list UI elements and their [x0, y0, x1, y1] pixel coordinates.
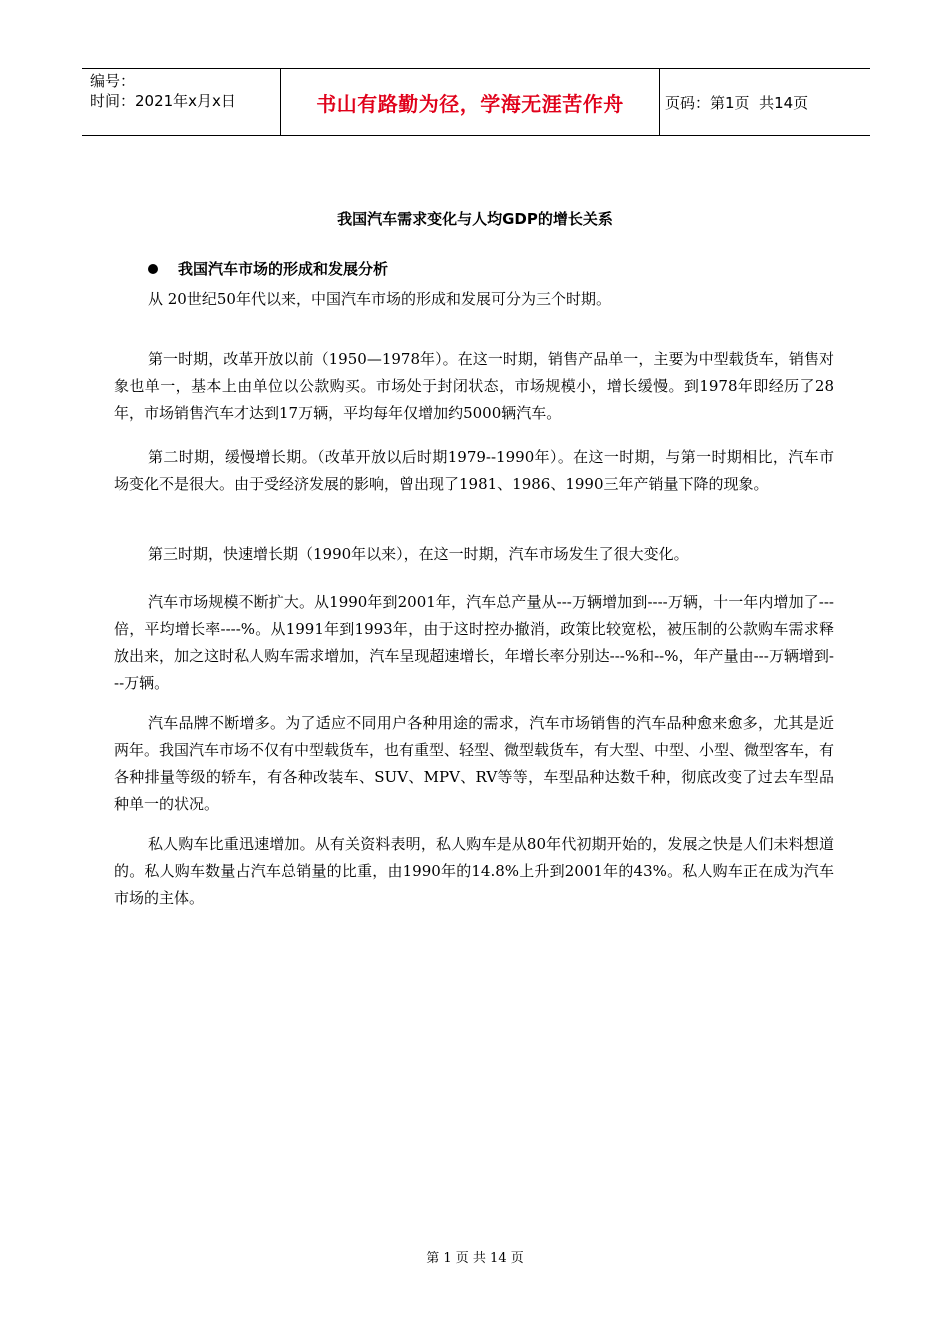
paragraph: 汽车品牌不断增多。为了适应不同用户各种用途的需求，汽车市场销售的汽车品种愈来愈多，尤其是近两年。我国汽车市场不仅有中型载货车，也有重型、轻型、微型载货车，有大型、中型、小型、微型客车，有各种排量等级的轿车，有各种改装车、SUV、MPV、RV等等，车型品种达数千种，彻底改变了过去车型品种单一的状况。 — [114, 714, 835, 813]
header-meta — [90, 71, 236, 111]
document-title: 我国汽车需求变化与人均GDP的增长关系 — [337, 210, 613, 228]
header-motto: 书山有路勤为径，学海无涯苦作舟 — [280, 69, 660, 135]
section-heading-text: 我国汽车市场的形成和发展分析 — [178, 260, 389, 278]
paragraph: 第三时期，快速增长期（1990年以来），在这一时期，汽车市场发生了很大变化。 — [148, 545, 689, 563]
document-date: 时间：2021年x月x日 — [90, 92, 236, 110]
section-heading — [148, 258, 388, 279]
paragraph: 从 20世纪50年代以来，中国汽车市场的形成和发展可分为三个时期。 — [148, 290, 611, 308]
header-page-number: 页码：第1页 共14页 — [665, 93, 809, 112]
paragraph: 私人购车比重迅速增加。从有关资料表明，私人购车是从80年代初期开始的，发展之快是人们未料想道的。私人购车数量占汽车总销量的比重，由1990年的14.8%上升到2001年的43%。私人购车正在成为汽车市场的主体。 — [114, 835, 834, 907]
page-footer: 第 1 页 共 14 页 — [426, 1251, 524, 1266]
paragraph: 汽车市场规模不断扩大。从1990年到2001年，汽车总产量从---万辆增加到----万辆，十一年内增加了---倍，平均增长率----%。从1991年到1993年，由于这时控办撤消，政策比较宽松，被压制的公款购车需求释放出来，加之这时私人购车需求增加，汽车呈现超速增长，年增长率分别达---%和--%，年产量由---万辆增到---万辆。 — [114, 593, 834, 692]
paragraph: 第一时期，改革开放以前（1950—1978年）。在这一时期，销售产品单一，主要为中型载货车，销售对象也单一，基本上由单位以公款购买。市场处于封闭状态，市场规模小，增长缓慢。到1978年即经历了28年，市场销售汽车才达到17万辆，平均每年仅增加约5000辆汽车。 — [114, 350, 834, 422]
page-header — [82, 68, 870, 136]
bullet-icon — [148, 264, 158, 274]
document-number-label: 编号： — [90, 72, 136, 90]
paragraph: 第二时期，缓慢增长期。（改革开放以后时期1979--1990年）。在这一时期，与第一时期相比，汽车市场变化不是很大。由于受经济发展的影响，曾出现了1981、1986、1990三年产销量下降的现象。 — [114, 448, 834, 493]
